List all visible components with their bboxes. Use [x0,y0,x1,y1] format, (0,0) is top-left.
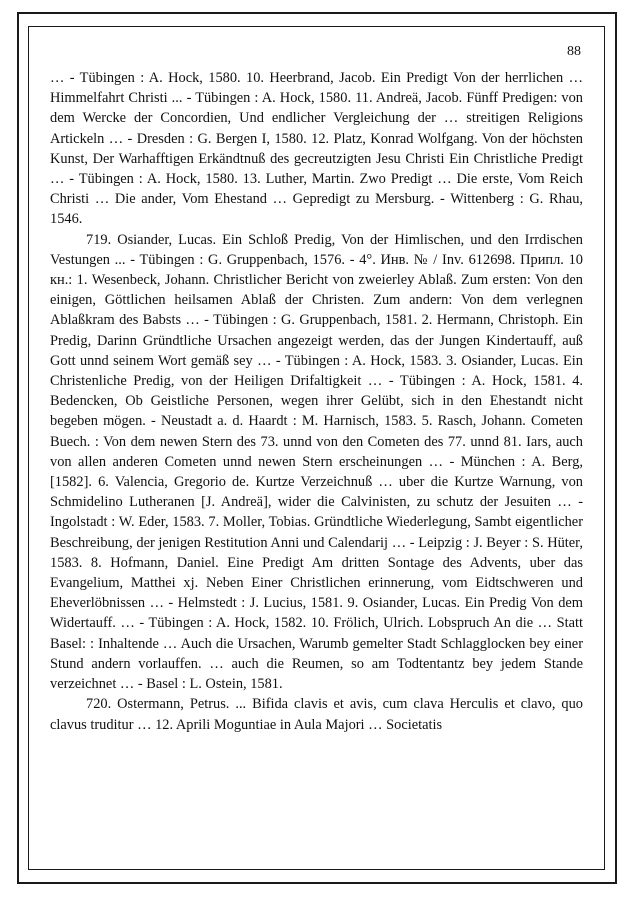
entry-720: 720. Ostermann, Petrus. ... Bifida clavis et avis, cum clava Herculis et clavo, quo clavus truditur … 12. Aprili Moguntiae in Aula Majori … Societatis [50,696,583,733]
entry-719: 719. Osiander, Lucas. Ein Schloß Predig, Von der Himlischen, und den Irrdischen Vestungen ... - Tübingen : G. Gruppenbach, 1576. - 4°. Инв. № / Inv. 612698. Припл. 10 кн.: 1. Wesenbeck, Johann. Christlicher Bericht von zweierley Ablaß. Zum ersten: Von den einigen, Göttlichen heilsamen Ablaß der Christen. Zum andern: Von dem verlegnen Ablaßkram des Babsts … - Tübingen : G. Gruppenbach, 1581. 2. Hermann, Christoph. Ein Predig, Darinn Gründtliche Ursachen angezeigt werden, das der Jungen Kindertauff, auß Gott unnd seinem Wort gemäß sey … - Tübingen : A. Hock, 1583. 3. Osiander, Lucas. Ein Christenliche Predig, von der Heiligen Drifaltigkeit … - Tübingen : A. Hock, 1581. 4. Bedencken, Ob Geistliche Personen, wegen ihrer Gelübt, sich in den Ehestandt nicht begeben mögen. - Neustadt a. d. Haardt : M. Harnisch, 1583. 5. Rasch, Johann. Cometen Buech. : Von dem newen Stern des 73. unnd von den Cometen des 77. unnd 81. Iars, auch von allen anderen Cometen unnd newen Stern erscheinungen … - München : A. Berg, [1582]. 6. Valencia, Gregorio de. Kurtze Verzeichnuß … uber die Kurtze Warnung, von Schmidelino Lutheranen [J. Andreä], wider die Calvinisten, zu schutz der Jesuiten … - Ingolstadt : W. Eder, 1583. 7. Moller, Tobias. Gründtliche Wiederlegung, Sambt eigentlicher Beschreibung, der jenigen Restitution Anni und Calendarij … - Leipzig : J. Beyer : S. Hüter, 1583. 8. Hofmann, Daniel. Eine Predigt Am dritten Sontage des Advents, uber das Evangelium, Matthei xj. Neben Einer Christlichen erinnerung, vom Eidtschweren und Eheverlöbnissen … - Helmstedt : J. Lucius, 1581. 9. Osiander, Lucas. Ein Predig Von dem Widertauff. … - Tübingen : A. Hock, 1582. 10. Frölich, Ulrich. Lobspruch An die … Statt Basel: : Inhaltende … Auch die Ursachen, Warumb gemelter Stadt Schlagglocken bey einer Stund andern vorlauffen. … auch die Reumen, so am Todtentantz bey jedem Stande verzeichnet … - Basel : L. Ostein, 1581. [50,231,583,693]
paragraph-continuation: … - Tübingen : A. Hock, 1580. 10. Heerbrand, Jacob. Ein Predigt Von der herrlichen … Himmelfahrt Christi ... - Tübingen : A. Hock, 1580. 11. Andreä, Jacob. Fünff Predigen: von dem Wercke der Concordien, Und endlicher Vergleichung der … streitigen Religions Artickeln … - Dresden : G. Bergen I, 1580. 12. Platz, Konrad Wolfgang. Von der höchsten Kunst, Der Warhafftigen Erkändtnuß des gecreutzigten Jesu Christi Ein Christliche Predigt … - Tübingen : A. Hock, 1580. 13. Luther, Martin. Zwo Predigt … Die erste, Vom Reich Christi … Die ander, Vom Ehestand … Gepredigt zu Mersburg. - Wittenberg : G. Rhau, 1546. [50,70,583,228]
catalog-text [50,68,583,735]
page-number: 88 [567,44,581,59]
